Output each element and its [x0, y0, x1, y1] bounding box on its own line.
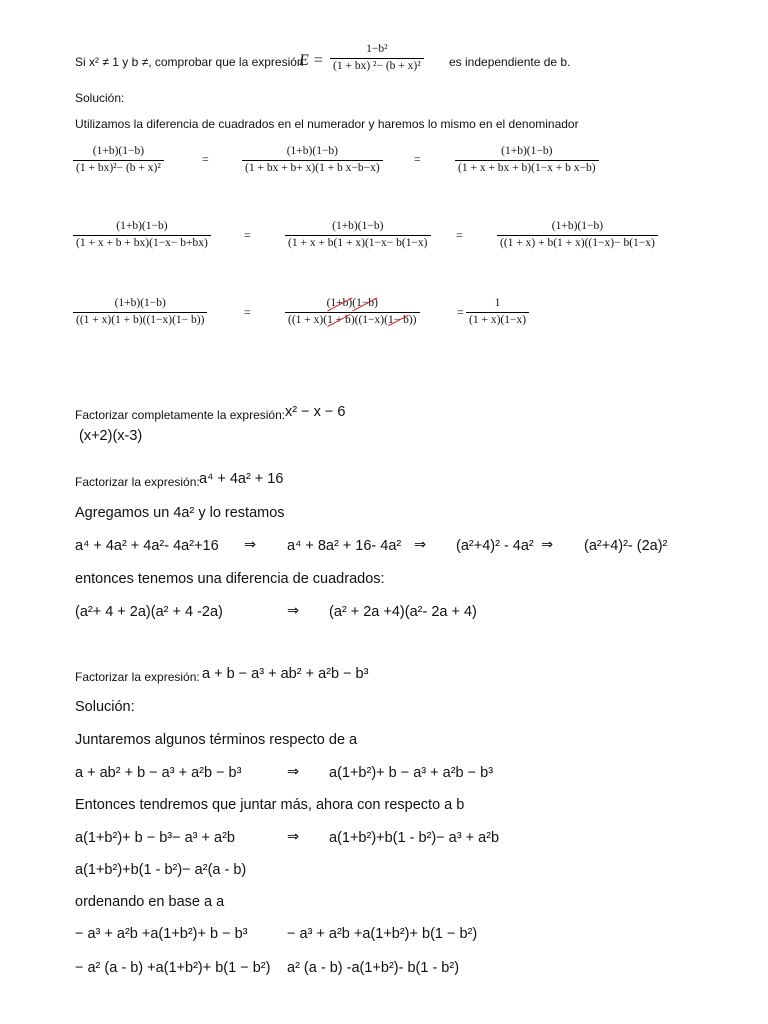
ex1-explanation: Utilizamos la diferencia de cuadrados en el numerador y haremos lo mismo en el denominador [75, 117, 579, 131]
ex1-e-symbol: E = [299, 52, 324, 69]
ex1-row3-cancelled-fraction [285, 298, 420, 326]
fraction-denominator: (1 + x + bx + b)(1−x + b x−b) [455, 160, 599, 175]
ex3-line-2c: (a²+4)² - 4a² [456, 538, 534, 554]
ex2-expression: x² − x − 6 [285, 404, 346, 420]
fraction-numerator: (1+b)(1−b) [332, 220, 384, 232]
fraction-numerator: (1+b)(1−b) [501, 145, 553, 157]
ex1-solucion-heading: Solución: [75, 91, 125, 105]
implies-arrow-icon: ⇒ [414, 537, 427, 553]
fraction-numerator: (1+b)(1−b) [116, 220, 168, 232]
cancel-strike-mark: (1+b) [326, 297, 353, 309]
ex3-label: Factorizar la expresión: [75, 475, 200, 489]
fraction-denominator: (1 + bx)²− (b + x)² [73, 160, 164, 175]
ex4-line-7a: − a³ + a²b +a(1+b²)+ b − b³ [75, 926, 248, 942]
ex4-line-4b: a(1+b²)+b(1 - b²)− a³ + a²b [329, 830, 500, 846]
ex4-solucion-heading: Solución: [75, 699, 135, 715]
ex1-row1-fraction-2 [242, 146, 383, 174]
implies-arrow-icon: ⇒ [287, 764, 300, 780]
ex1-row3-result-fraction [466, 298, 529, 326]
fraction-denominator: (1 + x + b(1 + x)(1−x− b(1−x) [285, 235, 431, 250]
ex1-row2-fraction-3 [497, 221, 658, 249]
equals-sign: = [456, 228, 463, 242]
ex1-row1-fraction-1 [73, 146, 164, 174]
cancel-strike-mark: (1−b) [352, 297, 378, 309]
implies-arrow-icon: ⇒ [244, 537, 257, 553]
implies-arrow-icon: ⇒ [287, 603, 300, 619]
fraction-numerator [324, 298, 381, 312]
ex4-line-2a: a + ab² + b − a³ + a²b − b³ [75, 765, 242, 781]
fraction-denominator: (1 + x)(1−x) [466, 312, 529, 327]
ex4-line-7b: − a³ + a²b +a(1+b²)+ b(1 − b²) [287, 926, 478, 942]
ex1-intro-after: es independiente de b. [449, 55, 571, 69]
fraction-numerator: 1 [494, 297, 501, 309]
cancel-strike-mark: 1− b [387, 313, 409, 326]
ex1-intro-before: Si x² ≠ 1 y b ≠, comprobar que la expresión [75, 55, 304, 69]
equals-sign: = [244, 305, 251, 319]
fraction-numerator: (1+b)(1−b) [92, 145, 145, 157]
ex4-expression: a + b − a³ + ab² + a²b − b³ [202, 666, 369, 682]
ex2-label: Factorizar completamente la expresión: [75, 408, 286, 422]
fraction-numerator: (1+b)(1−b) [551, 220, 604, 232]
ex3-line-1: Agregamos un 4a² y lo restamos [75, 505, 285, 521]
ex2-answer: (x+2)(x-3) [79, 428, 143, 444]
den-part: )) [408, 313, 417, 326]
cancel-strike-mark: 1 + b [327, 313, 351, 326]
ex1-main-fraction [330, 44, 424, 72]
fraction-denominator: ((1 + x)(1 + b)((1−x)(1− b)) [73, 312, 207, 327]
ex4-line-8a: − a² (a - b) +a(1+b²)+ b(1 − b²) [75, 960, 271, 976]
ex4-line-1: Juntaremos algunos términos respecto de a [75, 732, 358, 748]
ex1-row1-fraction-3 [455, 146, 599, 174]
ex3-line-3: entonces tenemos una diferencia de cuadrados: [75, 571, 385, 587]
ex4-line-6: ordenando en base a a [75, 894, 225, 910]
fraction-numerator: (1+b)(1−b) [286, 145, 339, 157]
fraction-denominator: (1 + bx + b+ x)(1 + b x−b−x) [242, 160, 383, 175]
ex1-main-denominator: (1 + bx) ²− (b + x)² [330, 58, 424, 73]
ex4-line-5: a(1+b²)+b(1 - b²)− a²(a - b) [75, 862, 247, 878]
den-part: )((1−x)( [350, 313, 388, 326]
ex3-line-2a: a⁴ + 4a² + 4a²- 4a²+16 [75, 538, 219, 554]
fraction-denominator: ((1 + x) + b(1 + x)((1−x)− b(1−x) [497, 235, 658, 250]
ex1-main-numerator: 1−b² [366, 43, 388, 55]
ex4-line-2b: a(1+b²)+ b − a³ + a²b − b³ [329, 765, 494, 781]
ex3-expression: a⁴ + 4a² + 16 [199, 471, 284, 487]
equals-sign: = [414, 152, 421, 166]
fraction-numerator: (1+b)(1−b) [114, 297, 166, 309]
ex3-line-2d: (a²+4)²- (2a)² [584, 538, 668, 554]
ex4-line-8b: a² (a - b) -a(1+b²)- b(1 - b²) [287, 960, 460, 976]
equals-sign: = [202, 152, 209, 166]
ex4-label: Factorizar la expresión: [75, 670, 200, 684]
ex1-row3-fraction-1 [73, 298, 207, 326]
ex4-line-4a: a(1+b²)+ b − b³− a³ + a²b [75, 830, 235, 846]
implies-arrow-icon: ⇒ [541, 537, 554, 553]
ex3-line-2b: a⁴ + 8a² + 16- 4a² [287, 538, 402, 554]
ex3-line-4b: (a² + 2a +4)(a²- 2a + 4) [329, 604, 477, 620]
equals-sign: = [457, 305, 464, 319]
ex4-line-3: Entonces tendremos que juntar más, ahora con respecto a b [75, 797, 465, 813]
equals-sign: = [244, 228, 251, 242]
ex1-row2-fraction-1 [73, 221, 211, 249]
den-part: ((1 + x)( [288, 313, 328, 326]
ex3-line-4a: (a²+ 4 + 2a)(a² + 4 -2a) [75, 604, 223, 620]
fraction-denominator [285, 312, 420, 327]
implies-arrow-icon: ⇒ [287, 829, 300, 845]
ex1-row2-fraction-2 [285, 221, 431, 249]
fraction-denominator: (1 + x + b + bx)(1−x− b+bx) [73, 235, 211, 250]
